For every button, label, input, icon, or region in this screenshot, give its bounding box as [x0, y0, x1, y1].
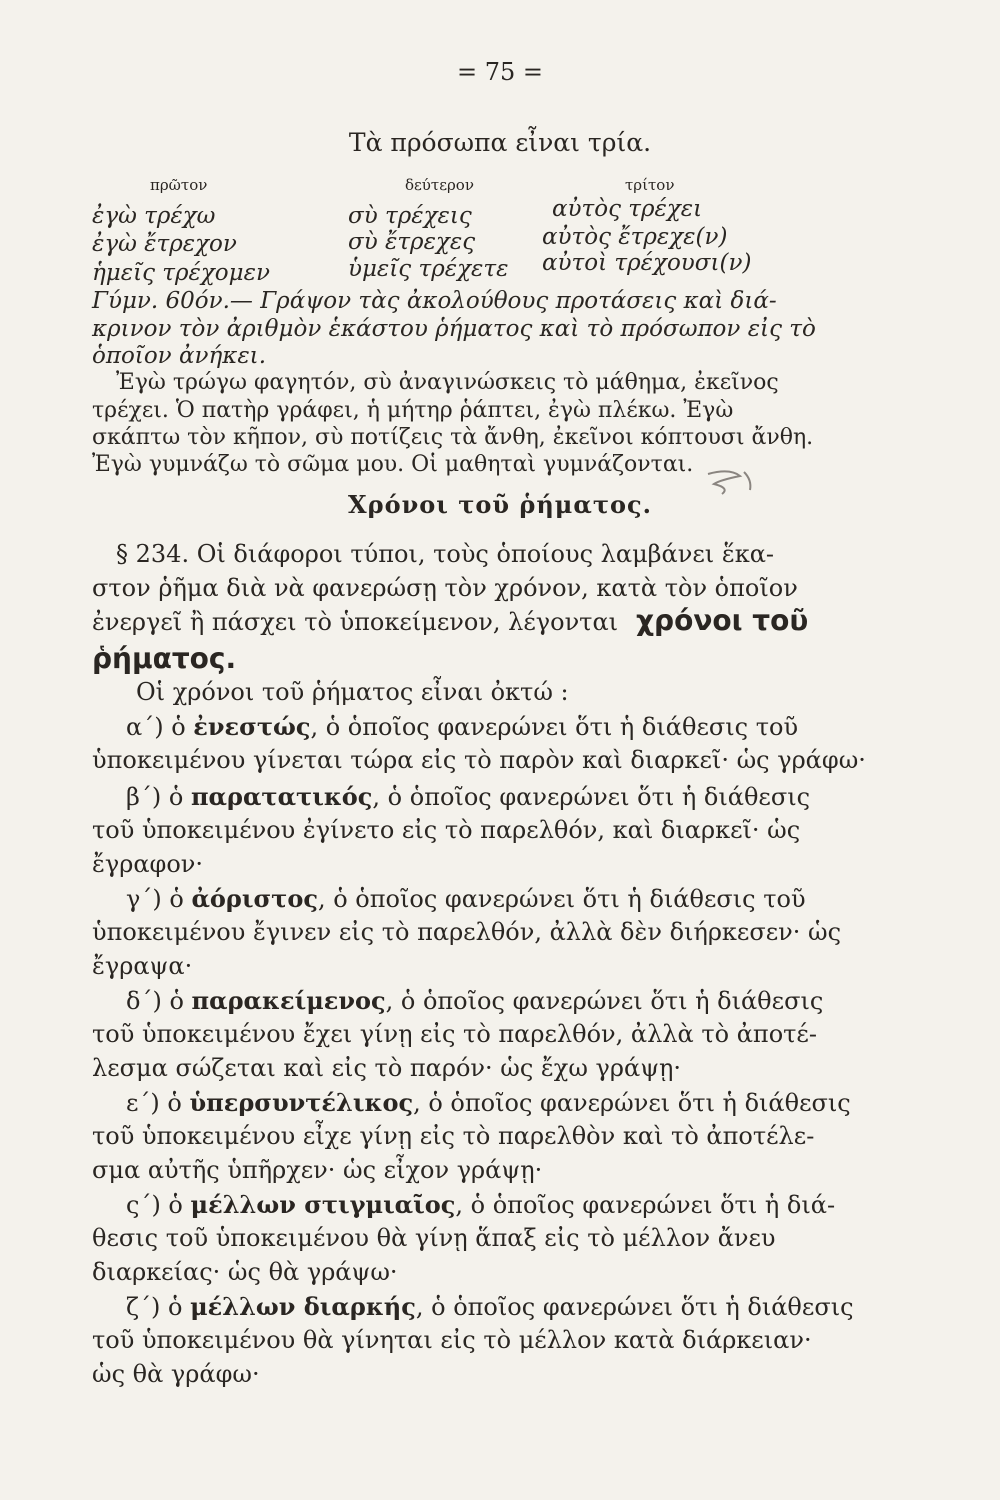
tense-line: τοῦ ὑποκειμένου ἐγίνετο εἰς τὸ παρελθόν, καὶ διαρκεῖ· ὡς [92, 816, 801, 844]
page-number: = 75 = [456, 58, 543, 86]
tense-line: τοῦ ὑποκειμένου εἶχε γίνῃ εἰς τὸ παρελθὸν καὶ τὸ ἀποτέλε- [92, 1122, 815, 1150]
tense-line: ἔγραψα· [92, 952, 193, 980]
exercise-line: ὁποῖον ἀνήκει. [92, 343, 267, 369]
tense-label: ε΄) ὁ [126, 1089, 182, 1117]
paragraph-line: στον ῥῆμα διὰ νὰ φανερώσῃ τὸν χρόνον, κατὰ τὸν ὁποῖον [92, 574, 798, 602]
term-bold: χρόνοι τοῦ [636, 604, 809, 637]
tense-text: , ὁ ὁποῖος φανερώνει ὅτι ἡ διάθεσις τοῦ [317, 885, 806, 913]
tense-name: μέλλων διαρκής [190, 1292, 416, 1321]
tense-label: δ΄) ὁ [126, 987, 184, 1015]
tense-line: λεσμα σώζεται καὶ εἰς τὸ παρόν· ὡς ἔχω γράψῃ· [92, 1054, 682, 1082]
tense-line [126, 1292, 854, 1321]
tense-line [126, 1088, 851, 1117]
tense-line [126, 782, 810, 811]
conj-cell: αὐτὸς ἔτρεχε(ν) [542, 224, 728, 250]
tense-name: παρατατικός [190, 782, 373, 811]
conj-cell: ἐγὼ τρέχω [92, 203, 216, 229]
term-bold: ῥήματος. [92, 642, 237, 675]
conj-cell: ἐγὼ ἔτρεχον [92, 231, 237, 257]
tense-name: ἀόριστος [191, 884, 318, 913]
exercise-line: Ἐγὼ γυμνάζω τὸ σῶμα μου. Οἱ μαθηταὶ γυμνάζονται. [92, 452, 694, 477]
conj-cell: σὺ τρέχεις [348, 203, 472, 229]
exercise-line: Ἐγὼ τρώγω φαγητόν, σὺ ἀναγινώσκεις τὸ μάθημα, ἐκεῖνος [116, 370, 779, 395]
exercise-line: Γύμν. 60όν.— Γράψον τὰς ἀκολούθους προτάσεις καὶ διά- [92, 288, 777, 314]
column-second: δεύτερον [405, 176, 474, 194]
section-title: Χρόνοι τοῦ ῥήματος. [348, 490, 652, 519]
paragraph-line: § 234. Οἱ διάφοροι τύποι, τοὺς ὁποίους λαμβάνει ἕκα- [116, 540, 775, 568]
conj-cell: ἡμεῖς τρέχομεν [92, 260, 270, 286]
tense-label: α΄) ὁ [126, 713, 186, 741]
exercise-line: τρέχει. Ὁ πατὴρ γράφει, ἡ μήτηρ ῥάπτει, ἐγὼ πλέκω. Ἐγὼ [92, 398, 734, 423]
tense-label: β΄) ὁ [126, 783, 184, 811]
conj-cell: αὐτοὶ τρέχουσι(ν) [542, 250, 752, 276]
tense-line: θεσις τοῦ ὑποκειμένου θὰ γίνῃ ἅπαξ εἰς τὸ μέλλον ἄνευ [92, 1224, 776, 1252]
tense-name: ἐνεστώς [193, 712, 311, 741]
tense-line [126, 884, 806, 913]
tense-label: ζ΄) ὁ [126, 1293, 183, 1321]
tense-line: διαρκείας· ὡς θὰ γράψω· [92, 1258, 398, 1286]
tense-label: ς΄) ὁ [126, 1191, 183, 1219]
conj-cell: ὑμεῖς τρέχετε [348, 256, 509, 282]
conj-cell: σὺ ἔτρεχες [348, 229, 476, 255]
paragraph-line: Οἱ χρόνοι τοῦ ῥήματος εἶναι ὀκτώ : [136, 678, 569, 706]
tense-line: ὑποκειμένου ἔγινεν εἰς τὸ παρελθόν, ἀλλὰ δὲν διήρκεσεν· ὡς [92, 918, 842, 946]
tense-text: , ὁ ὁποῖος φανερώνει ὅτι ἡ διάθεσις [413, 1089, 851, 1117]
tense-text: , ὁ ὁποῖος φανερώνει ὅτι ἡ διά- [455, 1191, 836, 1219]
tense-line: σμα αὐτῆς ὑπῆρχεν· ὡς εἶχον γράψῃ· [92, 1156, 543, 1184]
tense-label: γ΄) ὁ [126, 885, 184, 913]
tense-line [126, 1190, 835, 1219]
tense-text: , ὁ ὁποῖος φανερώνει ὅτι ἡ διάθεσις τοῦ [310, 713, 799, 741]
tense-line [126, 986, 823, 1015]
tense-name: παρακείμενος [191, 986, 386, 1015]
tense-text: , ὁ ὁποῖος φανερώνει ὅτι ἡ διάθεσις [385, 987, 824, 1015]
tense-line: ὡς θὰ γράφω· [92, 1360, 260, 1388]
tense-line: ἔγραφον· [92, 850, 204, 878]
exercise-line: σκάπτω τὸν κῆπον, σὺ ποτίζεις τὰ ἄνθη, ἐκεῖνοι κόπτουσι ἄνθη. [92, 425, 814, 450]
tense-line [126, 712, 798, 741]
exercise-line: κρινον τὸν ἀριθμὸν ἑκάστου ῥήματος καὶ τὸ πρόσωπον εἰς τὸ [92, 316, 816, 342]
tense-line: τοῦ ὑποκειμένου ἔχει γίνῃ εἰς τὸ παρελθόν, ἀλλὰ τὸ ἀποτέ- [92, 1020, 817, 1048]
tense-line: τοῦ ὑποκειμένου θὰ γίνηται εἰς τὸ μέλλον κατὰ διάρκειαν· [92, 1326, 812, 1354]
tense-name: ὑπερσυντέλικος [189, 1088, 414, 1117]
tense-line: ὑποκειμένου γίνεται τώρα εἰς τὸ παρὸν καὶ διαρκεῖ· ὡς γράφω· [92, 746, 866, 774]
tense-text: , ὁ ὁποῖος φανερώνει ὅτι ἡ διάθεσις [372, 783, 811, 811]
conj-cell: αὐτὸς τρέχει [552, 196, 703, 222]
tense-name: μέλλων στιγμιαῖος [190, 1190, 456, 1219]
page-heading: Τὰ πρόσωπα εἶναι τρία. [348, 128, 652, 157]
column-third: τρίτον [625, 176, 675, 194]
tense-text: , ὁ ὁποῖος φανερώνει ὅτι ἡ διάθεσις [415, 1293, 854, 1321]
paragraph-line: ἐνεργεῖ ἢ πάσχει τὸ ὑποκείμενον, λέγονται [92, 608, 619, 636]
column-first: πρῶτον [150, 176, 208, 194]
